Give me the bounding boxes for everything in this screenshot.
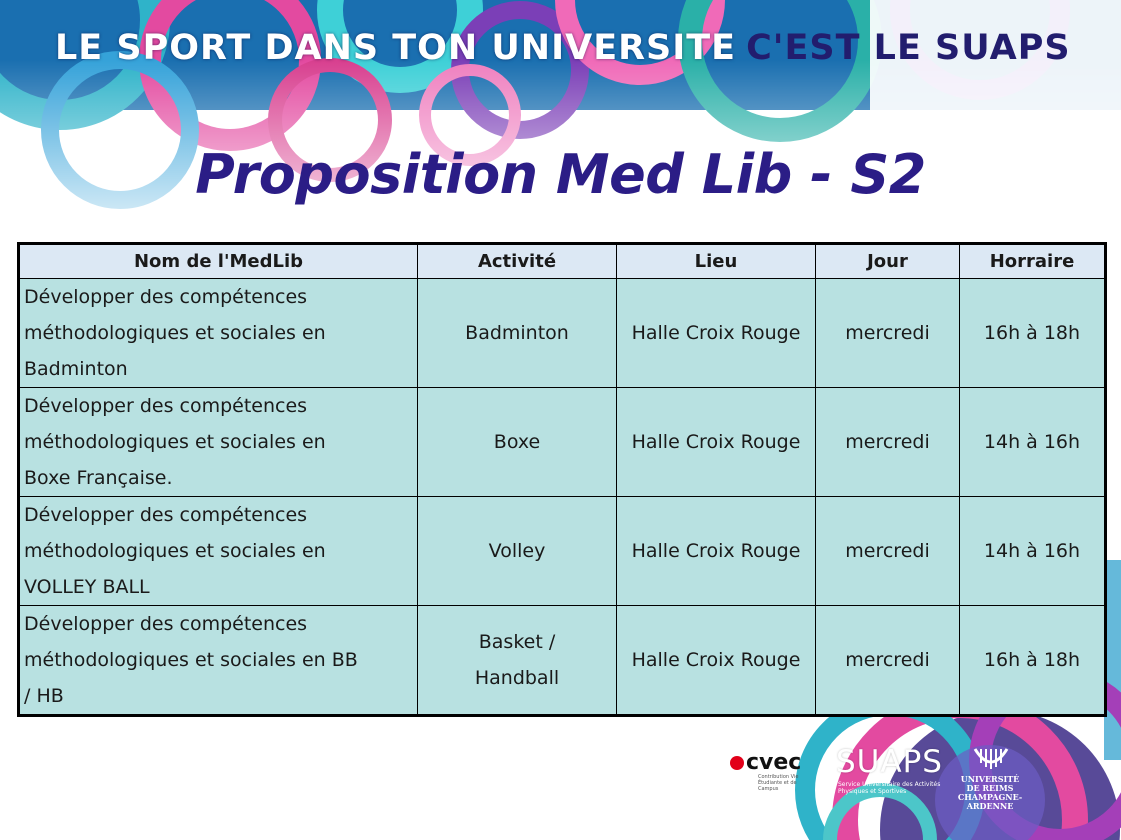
cell-jour: mercredi [816, 497, 960, 606]
suaps-logo: SUAPS [836, 744, 943, 780]
table-row [19, 388, 1106, 497]
cell-activite [418, 279, 617, 388]
header-horaire: Horraire [960, 244, 1106, 279]
cell-nom-line: Développer des compétences [24, 613, 308, 635]
cell-nom-line: / HB [24, 685, 64, 707]
cvec-subtitle: Contribution Vie Étudiante et de Campus [758, 774, 799, 792]
slogan-banner [55, 28, 1115, 68]
cell-activite-line: Boxe [493, 431, 541, 453]
cell-activite-line: Badminton [465, 322, 569, 344]
cell-nom-line: méthodologiques et sociales en [24, 431, 326, 453]
cell-activite-line: Volley [488, 540, 546, 562]
table-header-row [19, 244, 1106, 279]
cell-activite [418, 497, 617, 606]
cell-horaire: 16h à 18h [960, 279, 1106, 388]
cell-lieu: Halle Croix Rouge [617, 497, 816, 606]
cell-horaire: 14h à 16h [960, 388, 1106, 497]
header-lieu: Lieu [617, 244, 816, 279]
cell-nom-line: Développer des compétences [24, 504, 308, 526]
cell-lieu: Halle Croix Rouge [617, 388, 816, 497]
cell-nom-line: Développer des compétences [24, 395, 308, 417]
urca-line: DE REIMS [966, 783, 1014, 793]
cell-horaire: 14h à 16h [960, 497, 1106, 606]
table-row [19, 606, 1106, 716]
cvec-logo-text: cvec [746, 750, 802, 775]
cell-activite [418, 606, 617, 716]
page-title: Proposition Med Lib - S2 [195, 143, 926, 206]
cell-nom [19, 497, 418, 606]
table-row [19, 497, 1106, 606]
cell-activite [418, 388, 617, 497]
cell-nom-line: Développer des compétences [24, 286, 308, 308]
slogan-white: LE SPORT DANS TON UNIVERSITE [55, 28, 737, 68]
cell-activite-line: Basket / [478, 631, 556, 653]
cell-horaire: 16h à 18h [960, 606, 1106, 716]
cell-jour: mercredi [816, 279, 960, 388]
table-row [19, 279, 1106, 388]
cell-jour: mercredi [816, 606, 960, 716]
urca-line: CHAMPAGNE-ARDENNE [957, 792, 1023, 811]
cell-activite-line: Handball [474, 667, 560, 689]
cell-nom-line: VOLLEY BALL [24, 576, 150, 598]
suaps-subtitle: Service Universitaire des Activités Physiques et Sportives [838, 781, 941, 795]
cell-nom-line: méthodologiques et sociales en [24, 322, 326, 344]
header-nom: Nom de l'MedLib [19, 244, 418, 279]
cell-lieu: Halle Croix Rouge [617, 606, 816, 716]
cell-lieu: Halle Croix Rouge [617, 279, 816, 388]
cell-nom [19, 606, 418, 716]
urca-line: UNIVERSITÉ [960, 774, 1020, 784]
header-jour: Jour [816, 244, 960, 279]
header-activite: Activité [418, 244, 617, 279]
cell-nom-line: Badminton [24, 358, 128, 380]
cell-jour: mercredi [816, 388, 960, 497]
cell-nom-line: méthodologiques et sociales en BB [24, 649, 358, 671]
cell-nom [19, 388, 418, 497]
cell-nom [19, 279, 418, 388]
cell-nom-line: méthodologiques et sociales en [24, 540, 326, 562]
slogan-navy: C'EST LE SUAPS [746, 28, 1071, 68]
cell-nom-line: Boxe Française. [24, 467, 173, 489]
medlib-table [17, 242, 1107, 717]
